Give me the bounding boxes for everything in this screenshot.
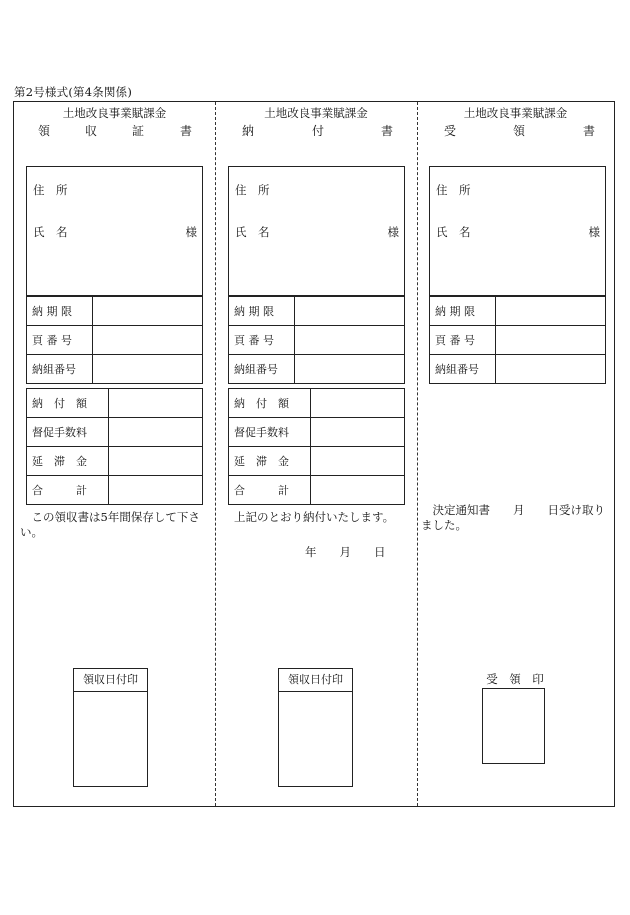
group-number-field xyxy=(93,355,203,384)
payment-amount-field xyxy=(109,389,203,418)
name-label: 氏 名 xyxy=(235,225,270,239)
receipt-column xyxy=(14,102,216,806)
page-number-field xyxy=(496,326,606,355)
group-number-field xyxy=(496,355,606,384)
due-date-field xyxy=(295,297,405,326)
title-char: 納 xyxy=(242,124,255,138)
form-frame xyxy=(13,101,615,807)
address-box xyxy=(26,166,203,296)
retention-note: この領収書は5年間保存して下さい。 xyxy=(20,510,200,539)
address-box xyxy=(228,166,405,296)
payment-slip-column xyxy=(215,102,418,806)
page-number-label: 頁 番 号 xyxy=(229,326,295,355)
group-number-field xyxy=(295,355,405,384)
address-label: 住 所 xyxy=(33,183,68,197)
receipt-seal-label: 受 領 印 xyxy=(486,672,544,686)
total-label: 合 計 xyxy=(229,476,311,505)
reminder-fee-field xyxy=(109,418,203,447)
due-info-table xyxy=(26,296,203,384)
title-char: 領 xyxy=(38,124,51,138)
page-number-label: 頁 番 号 xyxy=(430,326,496,355)
title-char: 書 xyxy=(180,124,193,138)
receipt-seal-box xyxy=(482,688,545,764)
honorific-label: 様 xyxy=(185,225,197,239)
late-charge-label: 延 滞 金 xyxy=(229,447,311,476)
due-date-label: 納 期 限 xyxy=(430,297,496,326)
title-char: 書 xyxy=(381,124,394,138)
name-label: 氏 名 xyxy=(33,225,68,239)
honorific-label: 様 xyxy=(387,225,399,239)
payment-amount-label: 納 付 額 xyxy=(229,389,311,418)
notice-received-text: 決定通知書 月 日受け取りました。 xyxy=(421,503,605,532)
title-char: 書 xyxy=(583,124,596,138)
receipt-date-stamp-box xyxy=(73,668,148,787)
total-field xyxy=(311,476,405,505)
due-date-field xyxy=(496,297,606,326)
page-number-field xyxy=(295,326,405,355)
reminder-fee-label: 督促手数料 xyxy=(27,418,109,447)
page-number-field xyxy=(93,326,203,355)
late-charge-field xyxy=(311,447,405,476)
address-label: 住 所 xyxy=(235,183,270,197)
form-number-label: 第2号様式(第4条関係) xyxy=(14,85,133,99)
page-number-label: 頁 番 号 xyxy=(27,326,93,355)
amount-table xyxy=(26,388,203,505)
late-charge-label: 延 滞 金 xyxy=(27,447,109,476)
due-date-label: 納 期 限 xyxy=(27,297,93,326)
group-number-label: 納組番号 xyxy=(229,355,295,384)
title-char: 領 xyxy=(513,124,526,138)
total-label: 合 計 xyxy=(27,476,109,505)
column-header: 土地改良事業賦課金 xyxy=(463,106,568,120)
stamp-title: 領収日付印 xyxy=(279,669,352,692)
due-info-table xyxy=(429,296,606,384)
late-charge-field xyxy=(109,447,203,476)
due-info-table xyxy=(228,296,405,384)
due-date-label: 納 期 限 xyxy=(229,297,295,326)
due-date-field xyxy=(93,297,203,326)
receipt-date-stamp-box xyxy=(278,668,353,787)
title-char: 受 xyxy=(444,124,457,138)
title-char: 付 xyxy=(312,124,325,138)
address-label: 住 所 xyxy=(436,183,471,197)
acknowledgment-column xyxy=(417,102,614,806)
reminder-fee-label: 督促手数料 xyxy=(229,418,311,447)
address-box xyxy=(429,166,606,296)
stamp-title: 領収日付印 xyxy=(74,669,147,692)
honorific-label: 様 xyxy=(588,225,600,239)
title-char: 証 xyxy=(132,124,145,138)
date-line: 年 月 日 xyxy=(305,545,386,559)
column-header: 土地改良事業賦課金 xyxy=(264,106,368,120)
title-char: 収 xyxy=(85,124,98,138)
reminder-fee-field xyxy=(311,418,405,447)
group-number-label: 納組番号 xyxy=(27,355,93,384)
group-number-label: 納組番号 xyxy=(430,355,496,384)
payment-declaration: 上記のとおり納付いたします。 xyxy=(234,510,395,524)
payment-amount-label: 納 付 額 xyxy=(27,389,109,418)
amount-table xyxy=(228,388,405,505)
column-header: 土地改良事業賦課金 xyxy=(62,106,167,120)
name-label: 氏 名 xyxy=(436,225,471,239)
payment-amount-field xyxy=(311,389,405,418)
total-field xyxy=(109,476,203,505)
